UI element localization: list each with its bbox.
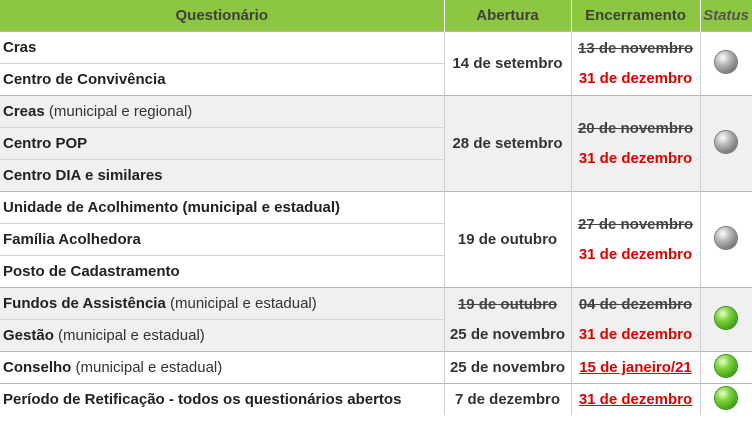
new-start-date: 25 de novembro [449, 325, 566, 343]
questionnaire-gestao: Gestão (municipal e estadual) [0, 320, 444, 352]
old-end-date: 20 de novembro [577, 119, 694, 137]
questionnaire-centro-dia: Centro DIA e similares [0, 160, 444, 192]
old-end-date: 04 de dezembro [578, 295, 693, 313]
encerramento-cell [571, 384, 700, 416]
status-cell [700, 96, 752, 192]
header-encerramento: Encerramento [571, 0, 700, 32]
abertura-cell: 14 de setembro [444, 32, 571, 96]
abertura-cell: 7 de dezembro [444, 384, 571, 416]
old-start-date: 19 de outubro [457, 295, 558, 313]
header-status: Status [700, 0, 752, 32]
new-end-date: 31 de dezembro [578, 245, 693, 263]
status-green-icon [715, 387, 737, 409]
questionnaire-creas: Creas (municipal e regional) [0, 96, 444, 128]
new-end-date: 31 de dezembro [578, 149, 693, 167]
status-gray-icon [715, 227, 737, 249]
encerramento-cell [571, 192, 700, 288]
status-gray-icon [715, 131, 737, 153]
encerramento-cell [571, 96, 700, 192]
encerramento-cell [571, 352, 700, 384]
questionnaire-cras: Cras [0, 32, 444, 64]
abertura-cell [444, 288, 571, 352]
end-date-link[interactable]: 15 de janeiro/21 [579, 359, 692, 376]
questionnaire-familia-acolhedora: Família Acolhedora [0, 224, 444, 256]
abertura-cell: 28 de setembro [444, 96, 571, 192]
encerramento-cell [571, 288, 700, 352]
table-row [0, 192, 752, 224]
status-cell [700, 192, 752, 288]
header-abertura: Abertura [444, 0, 571, 32]
status-gray-icon [715, 51, 737, 73]
status-green-icon [715, 355, 737, 377]
status-cell [700, 288, 752, 352]
status-cell [700, 32, 752, 96]
encerramento-cell [571, 32, 700, 96]
questionnaire-conselho: Conselho (municipal e estadual) [0, 352, 444, 384]
table-row [0, 96, 752, 128]
table-row [0, 32, 752, 64]
status-green-icon [715, 307, 737, 329]
questionnaire-posto-cadastramento: Posto de Cadastramento [0, 256, 444, 288]
questionnaire-fundos: Fundos de Assistência (municipal e estadual) [0, 288, 444, 320]
new-end-date: 31 de dezembro [578, 69, 693, 87]
end-date-link[interactable]: 31 de dezembro [578, 391, 693, 408]
new-end-date: 31 de dezembro [578, 325, 693, 343]
table-header [0, 0, 752, 32]
questionnaire-centro-pop: Centro POP [0, 128, 444, 160]
table-row [0, 288, 752, 320]
status-cell [700, 384, 752, 416]
table-row [0, 384, 752, 416]
questionnaire-unidade-acolhimento: Unidade de Acolhimento (municipal e estadual) [0, 192, 444, 224]
questionnaire-retificacao: Período de Retificação - todos os questionários abertos [0, 384, 444, 416]
questionnaire-centro-convivencia: Centro de Convivência [0, 64, 444, 96]
old-end-date: 13 de novembro [577, 39, 694, 57]
old-end-date: 27 de novembro [577, 215, 694, 233]
header-questionario: Questionário [0, 0, 444, 32]
abertura-cell: 25 de novembro [444, 352, 571, 384]
abertura-cell: 19 de outubro [444, 192, 571, 288]
status-cell [700, 352, 752, 384]
table-row [0, 352, 752, 384]
